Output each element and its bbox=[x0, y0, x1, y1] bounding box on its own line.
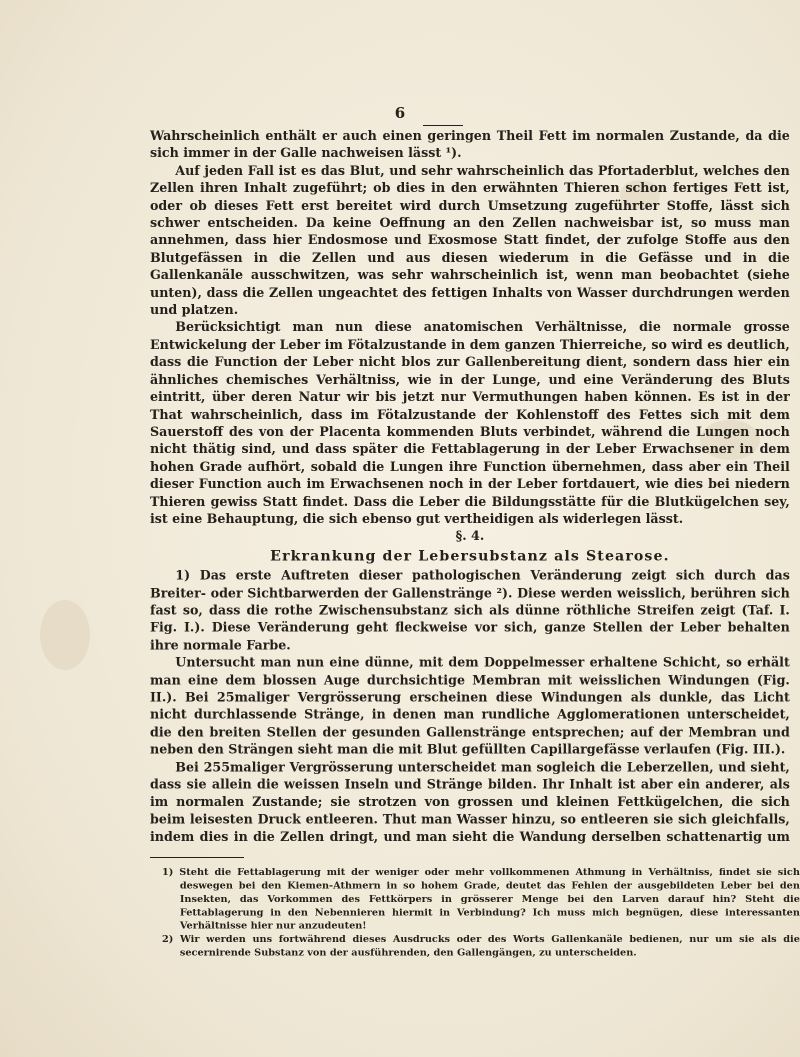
footnote: 2) Wir werden uns fortwährend dieses Ausdrucks oder des Worts Gallenkanäle bedienen, nur um sie als die secernirende Substanz von der ausführenden, den Gallengängen, zu unterscheiden. bbox=[161, 933, 800, 959]
paragraph: Untersucht man nun eine dünne, mit dem Doppelmesser erhaltene Schicht, so erhält man eine dem blossen Auge durchsichtige Membran mit weisslichen Windungen (Fig. II.). Bei 25maliger Vergrösserung erscheinen diese Windungen als dunkle, das Licht nicht durchlassende Stränge, in denen man rundliche Agglomerationen unterscheidet, die den breiten Stellen der gesunden Gallenstränge entsprechen; auf der Membran und neben den Strängen sieht man die mit Blut gefüllten Capillargefässe verlaufen (Fig. III.). bbox=[150, 655, 790, 758]
main-text bbox=[150, 128, 800, 848]
paragraph: Auf jeden Fall ist es das Blut, und sehr wahrscheinlich das Pfortaderblut, welches den Zellen ihren Inhalt zugeführt; ob dies in den erwähnten Thieren schon fertiges Fett ist, oder ob dieses Fett erst bereitet wird durch Umsetzung zugeführter Stoffe, lässt sich schwer entscheiden. Da keine Oeffnung an den Zellen nachweisbar ist, so muss man annehmen, dass hier Endosmose und Exosmose Statt findet, der zufolge Stoffe aus den Blutgefässen in die Zellen und aus diesen wiederum in die Gefässe und in die Gallenkanäle ausschwitzen, was sehr wahrscheinlich ist, wenn man beobachtet (siehe unten), dass die Zellen ungeachtet des fettigen Inhalts von Wasser durchdrungen werden und platzen. bbox=[150, 163, 790, 318]
paragraph: Berücksichtigt man nun diese anatomischen Verhältnisse, die normale grosse Entwickelung der Leber im Fötalzustande in dem ganzen Thierreiche, so wird es deutlich, dass die Function der Leber nicht blos zur Gallenbereitung dient, sondern dass hier ein ähnliches chemisches Verhältniss, wie in der Lunge, und eine Veränderung des Bluts eintritt, über deren Natur wir bis jetzt nur Vermuthungen haben können. Es ist in der That wahrscheinlich, dass im Fötalzustande der Kohlenstoff des Fettes sich mit dem Sauerstoff des von der Placenta kommenden Bluts verbindet, während die Lungen noch nicht thätig sind, und dass später die Fettablagerung in der Leber Erwachsener in dem hohen Grade aufhört, sobald die Lungen ihre Function übernehmen, dass aber ein Theil dieser Function auch im Erwachsenen noch in der Leber fortdauert, wie dies bei niedern Thieren gewiss Statt findet. Dass die Leber die Bildungsstätte für die Blutkügelchen sey, ist eine Behauptung, die sich ebenso gut vertheidigen als widerlegen lässt. bbox=[150, 320, 790, 527]
page-number: 6 bbox=[394, 104, 406, 122]
page-number-rule bbox=[423, 125, 463, 126]
paragraph: Wahrscheinlich enthält er auch einen geringen Theil Fett im normalen Zustande, da die sich immer in der Galle nachweisen lässt ¹). bbox=[150, 128, 790, 162]
paper-stain bbox=[40, 600, 90, 670]
footnote-rule bbox=[150, 857, 244, 858]
section-heading: Erkrankung der Lebersubstanz als Stearose. bbox=[270, 547, 670, 564]
paragraph: 1) Das erste Auftreten dieser pathologischen Veränderung zeigt sich durch das Breiter- oder Sichtbarwerden der Gallenstränge ²). Diese werden weisslich, berühren sich fast so, dass die rothe Zwischensubstanz sich als dünne röthliche Streifen zeigt (Taf. I. Fig. I.). Diese Veränderung geht fleckweise vor sich, ganze Stellen der Leber behalten ihre normale Farbe. bbox=[150, 568, 790, 654]
footnote: 1) Steht die Fettablagerung mit der weniger oder mehr vollkommenen Athmung in Verhältniss, findet sie sich deswegen bei den Kiemen-Athmern in so hohem Grade, deutet das Fehlen der ausgebildeten Leber bei den Insekten, das Vorkommen des Fettkörpers in grösserer Menge bei den Larven darauf hin? Steht die Fettablagerung in den Nebennieren hiermit in Verbindung? Ich muss mich begnügen, diese interessanten Verhältnisse hier nur anzudeuten! bbox=[161, 866, 800, 932]
footnotes bbox=[150, 866, 800, 986]
paragraph: Bei 255maliger Vergrösserung unterscheidet man sogleich die Leberzellen, und sieht, dass sie allein die weissen Inseln und Stränge bilden. Ihr Inhalt ist aber ein anderer, als im normalen Zustande; sie strotzen von grossen und kleinen Fettkügelchen, die sich beim leisesten Druck entleeren. Thut man Wasser hinzu, so entleeren sie sich gleichfalls, indem dies in die Zellen dringt, und man sieht die Wandung derselben schattenartig um bbox=[150, 760, 790, 845]
section-number: §. 4. bbox=[455, 529, 485, 545]
